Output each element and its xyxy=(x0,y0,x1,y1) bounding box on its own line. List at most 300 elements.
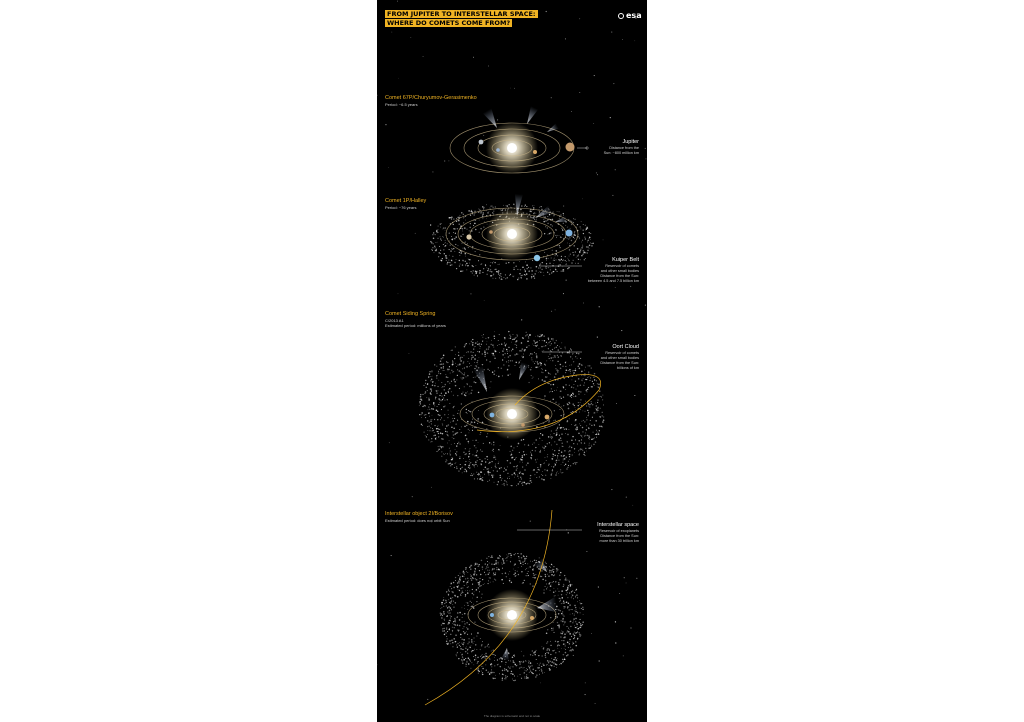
kuiper-belt-dust xyxy=(477,275,478,276)
oort-cloud-dust xyxy=(506,669,508,671)
oort-cloud-dust xyxy=(480,638,481,639)
oort-cloud-dust xyxy=(542,351,543,352)
oort-cloud-dust xyxy=(542,655,543,656)
oort-cloud-dust xyxy=(545,457,546,458)
oort-cloud-dust xyxy=(466,453,467,454)
oort-cloud-dust xyxy=(581,449,582,450)
oort-cloud-dust xyxy=(581,603,582,604)
oort-cloud-dust xyxy=(521,651,522,652)
oort-cloud-dust xyxy=(529,345,530,346)
oort-cloud-dust xyxy=(451,350,452,351)
oort-cloud-dust xyxy=(428,399,429,400)
kuiper-belt-dust xyxy=(552,250,553,251)
kuiper-belt-dust xyxy=(579,238,580,239)
oort-cloud-dust xyxy=(482,641,483,642)
oort-cloud-dust xyxy=(431,381,432,382)
oort-cloud-dust xyxy=(471,645,472,646)
oort-cloud-dust xyxy=(428,409,429,410)
oort-cloud-dust xyxy=(545,574,546,575)
oort-cloud-dust xyxy=(584,455,585,456)
oort-cloud-dust xyxy=(554,596,555,597)
kuiper-belt-dust xyxy=(439,246,440,247)
background-star xyxy=(409,353,410,354)
oort-cloud-dust xyxy=(487,645,488,646)
oort-cloud-dust xyxy=(591,445,592,446)
oort-cloud-dust xyxy=(479,570,480,571)
oort-cloud-dust xyxy=(502,478,503,479)
oort-cloud-dust xyxy=(498,340,499,341)
oort-cloud-dust xyxy=(569,641,570,642)
oort-cloud-dust xyxy=(457,432,459,434)
kuiper-belt-dust xyxy=(569,237,570,238)
oort-cloud-dust xyxy=(465,567,466,568)
oort-cloud-dust xyxy=(543,592,544,593)
kuiper-belt-dust xyxy=(447,264,448,265)
kuiper-belt-dust xyxy=(578,254,579,255)
oort-cloud-dust xyxy=(558,439,559,440)
oort-cloud-dust xyxy=(568,461,569,462)
oort-cloud-dust xyxy=(549,420,550,421)
oort-cloud-dust xyxy=(475,462,476,463)
oort-cloud-dust xyxy=(515,338,516,339)
oort-cloud-dust xyxy=(475,644,476,645)
kuiper-belt-dust xyxy=(472,266,473,267)
kuiper-belt-dust xyxy=(449,217,451,219)
kuiper-belt-dust xyxy=(450,250,451,251)
oort-cloud-dust xyxy=(499,334,500,335)
oort-cloud-dust xyxy=(447,460,448,461)
oort-cloud-dust xyxy=(570,356,571,357)
oort-cloud-dust xyxy=(570,371,571,372)
oort-cloud-dust xyxy=(507,460,508,461)
kuiper-belt-dust xyxy=(443,249,444,250)
oort-cloud-dust xyxy=(591,368,592,369)
jupiter-label-line: Distance from the xyxy=(609,146,639,150)
oort-cloud-dust xyxy=(511,671,512,672)
oort-cloud-dust xyxy=(530,669,531,670)
oort-cloud-dust xyxy=(567,654,568,655)
oort-cloud-dust xyxy=(579,412,580,413)
oort-cloud-dust xyxy=(516,457,517,458)
kuiper-belt-dust xyxy=(491,262,492,263)
oort-cloud-dust xyxy=(525,569,526,570)
oort-cloud-dust xyxy=(506,557,507,558)
kuiper-belt-dust xyxy=(532,260,533,261)
oort-cloud-dust xyxy=(564,659,565,660)
oort-cloud-dust xyxy=(494,482,495,483)
background-star xyxy=(595,703,596,704)
oort-cloud-dust xyxy=(598,433,599,434)
oort-cloud-dust xyxy=(563,601,564,602)
oort-cloud-dust xyxy=(562,614,563,615)
background-star xyxy=(540,682,541,683)
kuiper-belt-dust xyxy=(454,228,455,229)
oort-cloud-dust xyxy=(443,454,444,455)
background-star xyxy=(612,195,613,196)
oort-cloud-dust xyxy=(493,444,494,445)
oort-cloud-dust xyxy=(513,661,515,663)
oort-cloud-dust xyxy=(426,436,427,437)
oort-cloud-dust xyxy=(573,598,574,599)
oort-cloud-dust xyxy=(533,575,534,576)
kuiper-belt-dust xyxy=(503,277,504,278)
oort-cloud-dust xyxy=(496,569,497,570)
oort-cloud-dust xyxy=(558,624,560,626)
oort-cloud-dust xyxy=(460,359,461,360)
oort-cloud-dust xyxy=(540,466,541,467)
oort-cloud-dust xyxy=(461,654,462,655)
oort-cloud-dust xyxy=(487,567,488,568)
oort-cloud-dust xyxy=(589,407,590,408)
oort-cloud-dust xyxy=(536,426,538,428)
kuiper-belt-dust xyxy=(525,271,526,272)
oort-cloud-dust xyxy=(438,450,439,451)
oort-cloud-dust xyxy=(462,591,463,592)
oort-cloud-dust xyxy=(512,339,513,340)
oort-cloud-dust xyxy=(558,356,559,357)
oort-cloud-dust xyxy=(461,588,463,590)
oort-cloud-dust xyxy=(561,620,562,621)
background-star xyxy=(611,32,612,33)
oort-cloud-dust xyxy=(446,629,447,630)
oort-cloud-dust xyxy=(546,632,548,634)
kuiper-belt-dust xyxy=(445,240,446,241)
oort-cloud-dust xyxy=(509,571,510,572)
oort-cloud-dust xyxy=(441,613,442,614)
oort-cloud-dust xyxy=(560,437,562,439)
kuiper-belt-dust xyxy=(589,238,590,239)
oort-cloud-dust xyxy=(451,391,452,392)
oort-cloud-dust xyxy=(539,451,541,453)
oort-cloud-dust xyxy=(519,558,520,559)
oort-cloud-dust xyxy=(555,402,556,403)
oort-cloud-dust xyxy=(438,433,439,434)
oort-cloud-dust xyxy=(463,361,464,362)
oort-cloud-dust xyxy=(474,570,476,572)
oort-cloud-dust xyxy=(510,360,512,362)
oort-cloud-dust xyxy=(503,563,504,564)
kuiper-belt-dust xyxy=(587,240,588,241)
oort-cloud-dust xyxy=(486,669,487,670)
background-star xyxy=(430,224,431,225)
oort-cloud-dust xyxy=(588,372,589,373)
oort-cloud-dust xyxy=(587,377,588,378)
esa-logo xyxy=(618,11,642,20)
oort-cloud-dust xyxy=(557,428,558,429)
oort-cloud-dust xyxy=(510,660,511,661)
oort-cloud-dust xyxy=(428,406,429,407)
kuiper-belt-dust xyxy=(534,273,536,275)
oort-cloud-dust xyxy=(588,412,589,413)
kuiper-belt-dust xyxy=(522,266,524,268)
oort-cloud-dust xyxy=(520,674,521,675)
oort-cloud-dust xyxy=(586,391,587,392)
oort-cloud-dust xyxy=(455,453,456,454)
oort-cloud-dust xyxy=(452,627,453,628)
oort-cloud-dust xyxy=(422,406,423,407)
oort-cloud-dust xyxy=(540,464,542,466)
oort-cloud-dust xyxy=(558,450,559,451)
oort-cloud-dust xyxy=(464,367,465,368)
oort-cloud-dust xyxy=(560,600,561,601)
oort-cloud-dust xyxy=(528,336,529,337)
kuiper-belt-dust xyxy=(517,279,519,281)
kuiper-belt-dust xyxy=(453,224,454,225)
oort-cloud-dust xyxy=(467,587,468,588)
oort-cloud-dust xyxy=(432,382,433,383)
oort-cloud-dust xyxy=(556,390,557,391)
oort-cloud-dust xyxy=(580,358,581,359)
oort-cloud-dust xyxy=(441,409,442,410)
oort-cloud-dust xyxy=(545,364,546,365)
kuiper-belt-dust xyxy=(553,258,554,259)
oort-cloud-dust xyxy=(464,659,465,660)
oort-cloud-dust xyxy=(455,381,456,382)
kuiper-belt-dust xyxy=(446,260,447,261)
oort-cloud-dust xyxy=(597,386,598,387)
oort-cloud-dust xyxy=(465,435,466,436)
kuiper-belt-dust xyxy=(467,265,468,266)
oort-cloud-dust xyxy=(487,352,489,354)
oort-cloud-dust xyxy=(555,420,556,421)
oort-cloud-dust xyxy=(579,363,580,364)
oort-cloud-dust xyxy=(563,455,564,456)
oort-cloud-dust xyxy=(456,379,457,380)
background-star xyxy=(551,311,552,312)
oort-cloud-dust xyxy=(467,384,468,385)
background-star xyxy=(397,1,398,2)
kuiper-belt-dust xyxy=(495,278,496,279)
oort-cloud-dust xyxy=(570,620,572,622)
oort-cloud-dust xyxy=(481,597,482,598)
kuiper-belt-dust xyxy=(567,227,568,228)
oort-cloud-dust xyxy=(449,440,450,441)
oort-cloud-dust xyxy=(446,643,448,645)
oort-cloud-dust xyxy=(558,349,559,350)
kuiper-belt-dust xyxy=(591,245,593,247)
oort-cloud-dust xyxy=(560,415,561,416)
oort-cloud-dust xyxy=(431,441,432,442)
background-star xyxy=(377,95,378,96)
oort-cloud-dust xyxy=(587,410,588,411)
oort-cloud-dust xyxy=(527,340,529,342)
oort-cloud-dust xyxy=(492,654,493,655)
oort-cloud-dust xyxy=(419,414,420,415)
kuiper-belt-dust xyxy=(479,220,480,221)
oort-cloud-dust xyxy=(535,361,536,362)
kuiper-belt-dust xyxy=(463,218,464,219)
kuiper-belt-dust xyxy=(569,249,570,250)
oort-cloud-dust xyxy=(493,678,494,679)
oort-cloud-dust xyxy=(524,454,526,456)
oort-cloud-dust xyxy=(445,374,446,375)
oort-cloud-dust xyxy=(454,463,455,464)
oort-cloud-dust xyxy=(503,471,504,472)
kuiper-belt-dust xyxy=(554,258,555,259)
kuiper-belt-dust xyxy=(463,222,464,223)
oort-cloud-dust xyxy=(586,425,587,426)
oort-cloud-dust xyxy=(572,354,573,355)
oort-cloud-dust xyxy=(548,383,549,384)
oort-cloud-dust xyxy=(488,574,489,575)
oort-cloud-dust xyxy=(463,452,464,453)
oort-cloud-dust xyxy=(474,641,475,642)
kuiper-belt-dust xyxy=(436,249,437,250)
oort-cloud-dust xyxy=(559,575,560,576)
oort-cloud-dust xyxy=(523,556,524,557)
oort-cloud-dust xyxy=(493,451,494,452)
oort-cloud-dust xyxy=(491,474,493,476)
oort-cloud-dust xyxy=(461,426,462,427)
kuiper-belt-dust xyxy=(482,215,484,217)
kuiper-belt-dust xyxy=(431,249,432,250)
oort-cloud-dust xyxy=(459,625,461,627)
oort-cloud-dust xyxy=(544,395,545,396)
oort-cloud-dust xyxy=(562,366,563,367)
oort-cloud-dust xyxy=(588,437,589,438)
oort-cloud-dust xyxy=(565,652,567,654)
oort-cloud-dust xyxy=(563,397,564,398)
oort-cloud-dust xyxy=(465,454,466,455)
oort-cloud-dust xyxy=(533,470,534,471)
kuiper-belt-dust xyxy=(559,211,560,212)
kuiper-belt-dust xyxy=(456,236,457,237)
oort-cloud-dust xyxy=(554,348,555,349)
oort-cloud-dust xyxy=(530,369,532,371)
oort-cloud-dust xyxy=(469,468,470,469)
oort-cloud-dust xyxy=(544,340,545,341)
oort-cloud-dust xyxy=(455,424,456,425)
oort-cloud-dust xyxy=(520,472,521,473)
oort-cloud-dust xyxy=(527,573,528,574)
oort-cloud-dust xyxy=(533,573,534,574)
oort-cloud-dust xyxy=(568,628,569,629)
oort-cloud-dust xyxy=(572,644,573,645)
oort-cloud-dust xyxy=(565,389,566,390)
oort-cloud-dust xyxy=(505,664,506,665)
oort-cloud-dust xyxy=(522,583,523,584)
title-line-2: WHERE DO COMETS COME FROM? xyxy=(387,19,511,27)
oort-cloud-dust xyxy=(561,590,563,592)
oort-cloud-dust xyxy=(468,429,469,430)
oort-cloud-dust xyxy=(461,592,463,594)
background-star xyxy=(412,496,413,497)
oort-cloud-dust xyxy=(600,416,601,417)
kuiper-belt-dust xyxy=(456,259,457,260)
interstellar-space-label xyxy=(597,522,639,544)
oort-cloud-dust xyxy=(517,665,518,666)
oort-cloud-dust xyxy=(491,444,492,445)
oort-cloud-dust xyxy=(562,443,563,444)
oort-cloud-dust xyxy=(558,595,559,596)
oort-cloud-dust xyxy=(556,444,558,446)
oort-cloud-dust xyxy=(459,645,460,646)
oort-cloud-dust xyxy=(498,376,500,378)
oort-cloud-dust xyxy=(574,592,575,593)
oort-cloud-dust xyxy=(454,433,456,435)
kuiper-belt-dust xyxy=(450,244,451,245)
oort-cloud-dust xyxy=(471,355,472,356)
kuiper-belt-dust xyxy=(531,278,532,279)
kuiper-belt-dust xyxy=(525,261,526,262)
kuiper-belt-dust xyxy=(569,256,570,257)
oort-cloud-dust xyxy=(548,575,550,577)
oort-cloud-dust xyxy=(511,673,512,674)
kuiper-belt-dust xyxy=(513,276,514,277)
oort-cloud-dust xyxy=(514,448,515,449)
oort-cloud-dust xyxy=(555,368,556,369)
oort-cloud-dust xyxy=(522,561,523,562)
oort-cloud-dust xyxy=(467,622,468,623)
oort-cloud-dust xyxy=(565,361,566,362)
oort-cloud-dust xyxy=(461,403,462,404)
background-star xyxy=(634,40,635,41)
oort-cloud-dust xyxy=(554,450,555,451)
oort-cloud-dust xyxy=(479,479,480,480)
oort-cloud-dust xyxy=(571,349,572,350)
oort-cloud-dust xyxy=(546,652,547,653)
kuiper-belt-dust xyxy=(465,264,466,265)
oort-cloud-dust xyxy=(494,672,495,673)
background-star xyxy=(389,442,390,443)
oort-cloud-dust xyxy=(459,364,461,366)
oort-cloud-dust xyxy=(425,435,426,436)
oort-cloud-dust xyxy=(464,469,465,470)
kuiper-belt-dust xyxy=(520,269,521,270)
background-star xyxy=(444,161,445,162)
kuiper-belt-dust xyxy=(501,258,502,259)
oort-cloud-dust xyxy=(549,571,550,572)
oort-cloud-dust xyxy=(461,659,463,661)
oort-cloud-dust xyxy=(582,607,583,608)
oort-cloud-dust xyxy=(462,576,463,577)
background-star xyxy=(472,248,473,249)
oort-cloud-dust xyxy=(531,357,532,358)
oort-cloud-dust xyxy=(473,465,474,466)
oort-cloud-dust xyxy=(588,387,589,388)
oort-cloud-dust xyxy=(572,595,573,596)
kuiper-belt-dust xyxy=(580,259,581,260)
oort-cloud-dust xyxy=(510,336,511,337)
oort-cloud-dust xyxy=(457,587,458,588)
oort-cloud-dust xyxy=(450,462,451,463)
oort-cloud-dust xyxy=(572,642,573,643)
oort-cloud-dust xyxy=(455,624,456,625)
background-star xyxy=(555,310,556,311)
oort-cloud-dust xyxy=(515,680,516,681)
oort-cloud-dust xyxy=(525,558,526,559)
oort-cloud-dust xyxy=(514,472,516,474)
oort-cloud-dust xyxy=(430,421,431,422)
oort-cloud-dust xyxy=(431,419,432,420)
oort-cloud-dust xyxy=(492,672,493,673)
oort-cloud-dust xyxy=(563,584,564,585)
oort-cloud-dust xyxy=(579,632,580,633)
oort-cloud-dust xyxy=(444,634,446,636)
oort-cloud-dust xyxy=(519,473,520,474)
oort-cloud-dust xyxy=(477,341,478,342)
oort-cloud-dust xyxy=(420,403,421,404)
oort-cloud-dust xyxy=(528,575,529,576)
oort-cloud-dust xyxy=(570,373,571,374)
oort-cloud-dust xyxy=(557,387,558,388)
oort-cloud-dust xyxy=(436,390,437,391)
oort-cloud-dust xyxy=(448,369,450,371)
oort-cloud-dust xyxy=(539,348,540,349)
oort-cloud-dust xyxy=(510,557,511,558)
oort-cloud-dust xyxy=(598,408,599,409)
oort-cloud-dust xyxy=(424,385,425,386)
